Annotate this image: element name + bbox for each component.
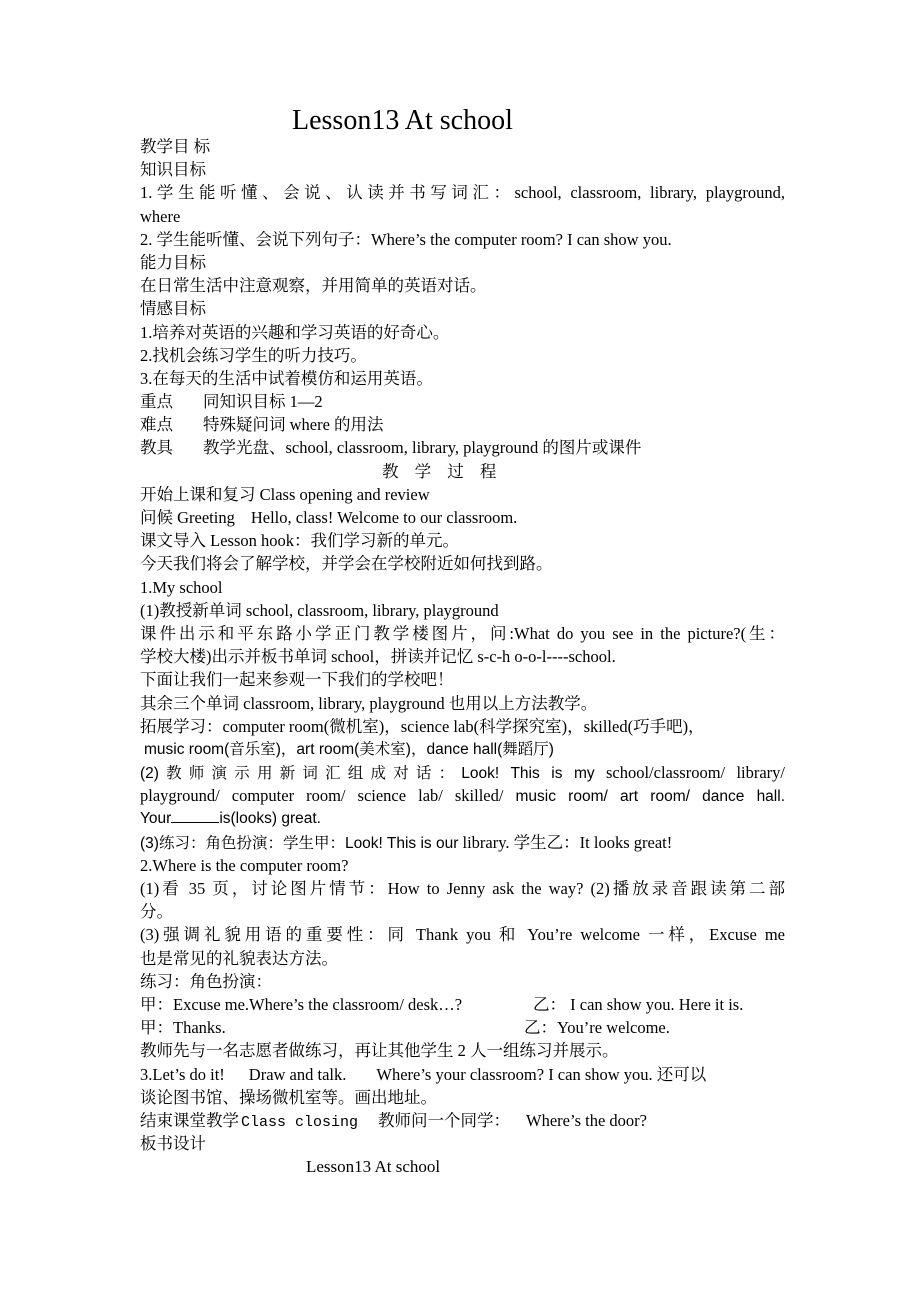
demo-line-c <box>140 807 785 830</box>
dialogue-1-b: 乙： I can show you. Here it is. <box>533 994 744 1014</box>
section-3-line-b: 谈论图书馆、操场微机室等。画出地址。 <box>140 1087 437 1107</box>
dialogue-row-2 <box>140 1016 785 1039</box>
greeting-text: Hello, class! Welcome to our classroom. <box>250 508 518 527</box>
practice-line-part2: library. 学生乙：It looks great! <box>462 832 673 852</box>
knowledge-heading: 知识目标 <box>140 160 206 180</box>
demo-line-c-part2: is(looks) great. <box>219 810 321 828</box>
lesson-title: Lesson13 At school <box>292 105 513 136</box>
demo-line-a-part2: school/classroom/ library/ <box>605 763 786 783</box>
key-point-row <box>140 390 785 413</box>
practice-line-part1: (3)练习：角色扮演：学生甲：Look! This is our <box>140 834 459 852</box>
closing-part2: Class closing <box>241 1113 359 1131</box>
demo-line-a-part1: (2)教师演示用新词汇组成对话：Look! This is my <box>140 765 595 783</box>
section-3-part2: Draw and talk. <box>248 1064 347 1084</box>
difficulty-row <box>140 413 785 436</box>
key-point-label: 重点 <box>140 392 173 412</box>
board-design-heading: 板书设计 <box>140 1134 206 1154</box>
section-3-line-a <box>140 1063 785 1086</box>
section-3-part1: 3.Let’s do it! <box>140 1064 225 1084</box>
objectives-heading: 教学目 标 <box>140 137 211 156</box>
section-2-step-4: 教师先与一名志愿者做练习，再让其他学生 2 人一组练习并展示。 <box>140 1041 619 1061</box>
opening-line: 开始上课和复习 Class opening and review <box>140 484 430 504</box>
ability-heading: 能力目标 <box>140 252 206 272</box>
section-1-step-4: 其余三个单词 classroom, library, playground 也用以上方法教学。 <box>140 693 598 713</box>
emotion-heading: 情感目标 <box>140 299 206 319</box>
ability-text: 在日常生活中注意观察，并用简单的英语对话。 <box>140 276 487 296</box>
process-heading: 教 学 过 程 <box>382 461 497 481</box>
greeting-row <box>140 506 785 529</box>
section-3-part3: Where’s your classroom? I can show you. 还可以 <box>376 1064 707 1084</box>
closing-part1: 结束课堂教学 <box>140 1110 239 1130</box>
section-1-heading: 1.My school <box>140 577 223 597</box>
tools-text: 教学光盘、school, classroom, library, playground 的图片或课件 <box>203 438 642 458</box>
section-1-step-3: 下面让我们一起来参观一下我们的学校吧！ <box>140 670 454 690</box>
section-1-step-2b: 学校大楼)出示并板书单词 school，拼读并记忆 s-c-h o-o-l----school. <box>140 647 616 667</box>
extension-line-b: music room(音乐室)，art room(美术室)，dance hall(舞蹈厅) <box>144 740 554 758</box>
section-2-step-3: 练习：角色扮演： <box>140 971 272 991</box>
demo-line-b-part1: playground/ computer room/ science lab/ skilled/ <box>140 786 504 806</box>
section-2-step-2a: (3)强调礼貌用语的重要性：同 Thank you 和 You’re welcome 一样，Excuse me <box>140 925 785 945</box>
lesson-body <box>140 135 785 1155</box>
difficulty-text: 特殊疑问词 where 的用法 <box>203 415 384 435</box>
demo-line-c-part1: Your <box>140 810 172 828</box>
today-line: 今天我们将会了解学校，并学会在学校附近如何找到路。 <box>140 554 553 574</box>
closing-part4: Where’s the door? <box>526 1110 647 1130</box>
difficulty-label: 难点 <box>140 415 173 435</box>
practice-line <box>140 831 785 854</box>
demo-line-b-part2: music room/ art room/ dance hall. <box>515 788 785 806</box>
section-2-step-2b: 也是常见的礼貌表达方法。 <box>140 948 338 968</box>
key-point-text: 同知识目标 1—2 <box>203 392 323 412</box>
emotion-item-1: 1.培养对英语的兴趣和学习英语的好奇心。 <box>140 322 450 342</box>
dialogue-2-a: 甲：Thanks. <box>140 1018 226 1038</box>
section-1-step-1: (1)教授新单词 school, classroom, library, playground <box>140 600 499 620</box>
emotion-item-2: 2.找机会练习学生的听力技巧。 <box>140 345 367 365</box>
emotion-item-3: 3.在每天的生活中试着模仿和运用英语。 <box>140 368 433 388</box>
demo-line-a <box>140 761 785 784</box>
closing-line <box>140 1109 785 1132</box>
knowledge-item-1b: where <box>140 206 181 226</box>
tools-row <box>140 436 785 459</box>
dialogue-row-1 <box>140 993 785 1016</box>
dialogue-2-b: 乙：You’re welcome. <box>524 1018 670 1038</box>
closing-part3: 教师问一个同学： <box>378 1110 511 1130</box>
tools-label: 教具 <box>140 438 173 458</box>
knowledge-item-1a: 1.学生能听懂、会说、认读并书写词汇：school, classroom, library, playground, <box>140 183 785 203</box>
fill-in-blank <box>171 808 219 823</box>
section-2-step-1b: 分。 <box>140 902 173 922</box>
section-1-step-2a: 课件出示和平东路小学正门教学楼图片，问:What do you see in the picture?(生： <box>140 623 785 643</box>
section-2-step-1a: (1)看 35 页，讨论图片情节：How to Jenny ask the way? (2)播放录音跟读第二部 <box>140 879 785 898</box>
lesson-hook: 课文导入 Lesson hook：我们学习新的单元。 <box>140 531 459 551</box>
extension-line-a: 拓展学习：computer room(微机室)，science lab(科学探究室)，skilled(巧手吧)， <box>140 716 705 736</box>
greeting-label: 问候 Greeting <box>140 508 235 527</box>
dialogue-1-a: 甲：Excuse me.Where’s the classroom/ desk…? <box>140 994 463 1014</box>
section-2-heading: 2.Where is the computer room? <box>140 855 349 875</box>
knowledge-item-2: 2. 学生能听懂、会说下列句子：Where’s the computer room? I can show you. <box>140 229 672 249</box>
demo-line-b <box>140 784 785 807</box>
board-title: Lesson13 At school <box>306 1157 441 1176</box>
